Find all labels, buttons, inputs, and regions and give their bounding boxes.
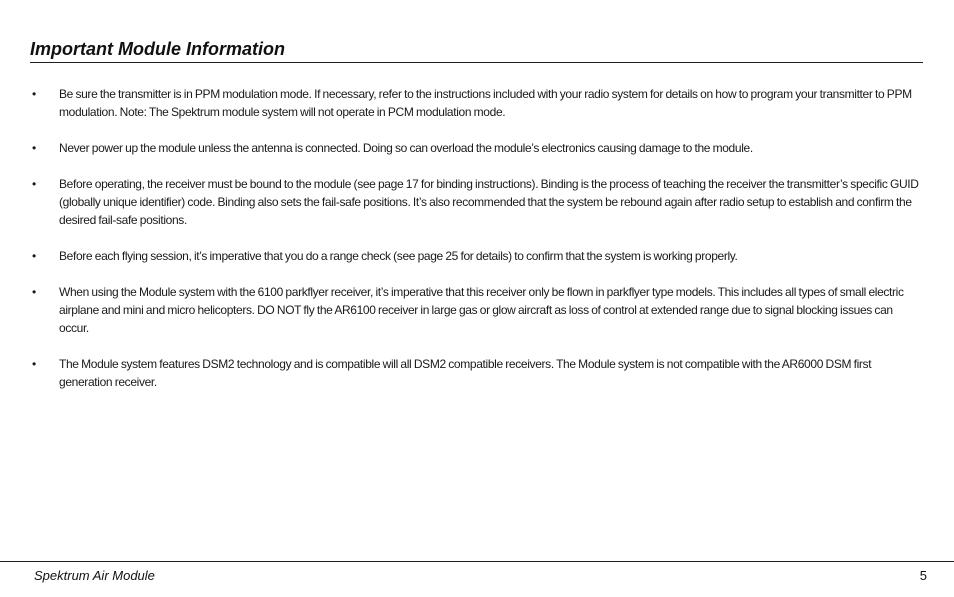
bullet-text: When using the Module system with the 6100 parkflyer receiver, it’s imperative that this receiver only be flown in parkflyer type models. This includes all types of small electric airplane and mini and micro helicopters. DO NOT fly the AR6100 receiver in large gas or glow aircraft as loss of control at extended range due to signal blocking issues can occur. [59, 285, 904, 335]
bullet-item-ppm-mode [30, 85, 925, 121]
bullet-item-dsm2 [30, 355, 925, 391]
bullet-marker: • [32, 249, 36, 263]
bullet-item-parkflyer [30, 283, 925, 337]
page-number: 5 [919, 568, 927, 583]
bullet-text: Never power up the module unless the antenna is connected. Doing so can overload the module’s electronics causing damage to the module. [59, 141, 753, 155]
bullet-text: Be sure the transmitter is in PPM modulation mode. If necessary, refer to the instructions included with your radio system for details on how to program your transmitter to PPM modulation. Note: The Spektrum module system will not operate in PCM modulation mode. [59, 87, 912, 119]
bullet-item-range-check [30, 247, 925, 265]
footer-divider [0, 561, 954, 562]
bullet-text: Before each flying session, it’s imperative that you do a range check (see page 25 for details) to confirm that the system is working properly. [59, 249, 738, 263]
bullet-marker: • [32, 141, 36, 155]
bullet-list [30, 85, 925, 409]
bullet-text: Before operating, the receiver must be bound to the module (see page 17 for binding instructions). Binding is the process of teaching the receiver the transmitter’s specific GUID (globally unique identifier) code. Binding also sets the fail-safe positions. It’s also recommended that the system be rebound again after radio setup to establish and confirm the desired fail-safe positions. [59, 177, 919, 227]
bullet-marker: • [32, 357, 36, 371]
bullet-marker: • [32, 177, 36, 191]
bullet-item-binding [30, 175, 925, 229]
bullet-marker: • [32, 285, 36, 299]
page-title: Important Module Information [30, 39, 285, 59]
title-divider [30, 62, 923, 63]
bullet-text: The Module system features DSM2 technology and is compatible will all DSM2 compatible receivers. The Module system is not compatible with the AR6000 DSM first generation receiver. [59, 357, 872, 389]
bullet-item-antenna [30, 139, 925, 157]
bullet-marker: • [32, 87, 36, 101]
footer-doc-title: Spektrum Air Module [34, 568, 155, 583]
